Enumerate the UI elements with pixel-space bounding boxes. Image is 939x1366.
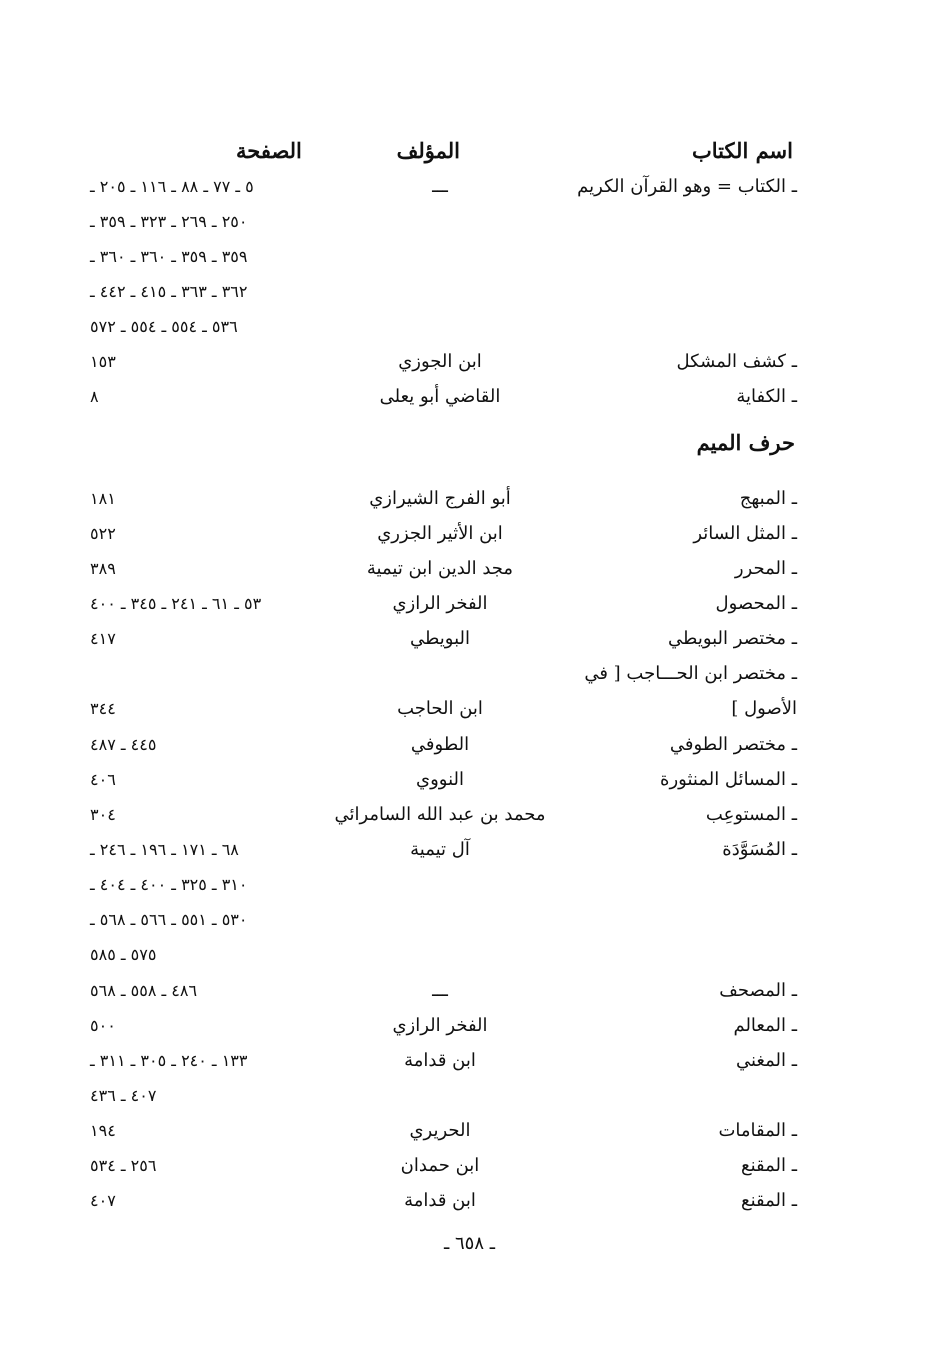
page-references: ٢٥٠ ـ ٢٦٩ ـ ٣٢٣ ـ ٣٥٩ ـ xyxy=(90,212,248,231)
page-references: ٤٠٦ xyxy=(90,770,116,789)
page-references: ٣٥٩ ـ ٣٥٩ ـ ٣٦٠ ـ ٣٦٠ ـ xyxy=(90,247,248,266)
page-references: ٣٦٢ ـ ٣٦٣ ـ ٤١٥ ـ ٤٤٢ ـ xyxy=(90,282,248,301)
index-row xyxy=(0,519,939,554)
author-name: ابن قدامة xyxy=(404,1050,476,1071)
page-references: ٥٢٢ xyxy=(90,524,116,543)
author-name: أبو الفرج الشيرازي xyxy=(369,488,511,509)
book-title: الأصول ] xyxy=(731,698,797,719)
page-number: ـ ٦٥٨ ـ xyxy=(443,1233,495,1254)
book-title: ـ المعالم xyxy=(733,1015,797,1036)
index-row xyxy=(0,554,939,589)
author-name: البويطي xyxy=(410,628,470,649)
index-row xyxy=(0,1186,939,1221)
index-row xyxy=(0,800,939,835)
section-heading: حرف الميم xyxy=(696,430,795,455)
header-pages: الصفحة xyxy=(236,138,302,163)
page-references: ٨ xyxy=(90,387,99,406)
page-references: ٣٨٩ xyxy=(90,559,116,578)
author-name: النووي xyxy=(416,769,464,790)
page-references: ٥٠٠ xyxy=(90,1016,116,1035)
index-row xyxy=(0,905,939,940)
page-references: ٣١٠ ـ ٣٢٥ ـ ٤٠٠ ـ ٤٠٤ ـ xyxy=(90,875,248,894)
author-name: ابن الأثير الجزري xyxy=(377,523,503,544)
index-row xyxy=(0,694,939,729)
book-title: ـ المبهج xyxy=(739,488,797,509)
index-row xyxy=(0,940,939,975)
page-references: ٥٣٦ ـ ٥٥٤ ـ ٥٥٤ ـ ٥٧٢ xyxy=(90,317,238,336)
index-row xyxy=(0,207,939,242)
page-references: ٥٧٥ ـ ٥٨٥ xyxy=(90,945,157,964)
page-references: ١٣٣ ـ ٢٤٠ ـ ٣٠٥ ـ ٣١١ ـ xyxy=(90,1051,248,1070)
author-name: الطوفي xyxy=(410,734,470,755)
book-title: ـ كشف المشكل xyxy=(676,351,797,372)
index-row xyxy=(0,765,939,800)
index-row xyxy=(0,242,939,277)
index-row xyxy=(0,172,939,207)
book-title: ـ المُسَوَّدَة xyxy=(722,839,797,860)
index-row xyxy=(0,1116,939,1151)
page-references: ٤٤٥ ـ ٤٨٧ xyxy=(90,735,157,754)
author-name: ابن الحاجب xyxy=(397,698,483,719)
page-references: ٤٠٧ ـ ٤٣٦ xyxy=(90,1086,157,1105)
index-row xyxy=(0,1046,939,1081)
book-title: ـ المقامات xyxy=(718,1120,797,1141)
page-references: ٣٠٤ xyxy=(90,805,116,824)
book-title: ـ المحرر xyxy=(734,558,797,579)
author-name: الفخر الرازي xyxy=(392,593,488,614)
author-name: ـــ xyxy=(432,176,448,197)
author-name: آل تيمية xyxy=(410,839,470,860)
index-row xyxy=(0,312,939,347)
index-row xyxy=(0,589,939,624)
page-references: ٥٣ ـ ٦١ ـ ٢٤١ ـ ٣٤٥ ـ ٤٠٠ xyxy=(90,594,262,613)
author-name: ابن قدامة xyxy=(404,1190,476,1211)
page-references: ٦٨ ـ ١٧١ ـ ١٩٦ ـ ٢٤٦ ـ xyxy=(90,840,239,859)
book-title: ـ المثل السائر xyxy=(693,523,797,544)
page-references: ٣٤٤ xyxy=(90,699,116,718)
author-name: ابن الجوزي xyxy=(398,351,482,372)
book-title: ـ مختصر البويطي xyxy=(668,628,797,649)
header-book-name: اسم الكتاب xyxy=(691,138,793,163)
index-row xyxy=(0,730,939,765)
index-row xyxy=(0,1011,939,1046)
index-row xyxy=(0,1081,939,1116)
page-references: ١٥٣ xyxy=(90,352,116,371)
index-row xyxy=(0,870,939,905)
page-references: ٥٣٠ ـ ٥٥١ ـ ٥٦٦ ـ ٥٦٨ ـ xyxy=(90,910,248,929)
author-name: ابن حمدان xyxy=(400,1155,480,1176)
author-name: الحريري xyxy=(409,1120,471,1141)
author-name: ـــ xyxy=(432,980,448,1001)
index-row xyxy=(0,484,939,519)
author-name: القاضي أبو يعلى xyxy=(379,386,501,407)
author-name: مجد الدين ابن تيمية xyxy=(366,558,514,579)
book-title: ـ مختصر ابن الحـــاجب [ في xyxy=(584,663,797,684)
book-title: ـ المستوعِب xyxy=(705,804,797,825)
book-title: ـ الكفاية xyxy=(736,386,797,407)
index-row xyxy=(0,624,939,659)
index-row xyxy=(0,277,939,312)
index-row xyxy=(0,976,939,1011)
page-references: ٤٨٦ ـ ٥٥٨ ـ ٥٦٨ xyxy=(90,981,198,1000)
index-row xyxy=(0,835,939,870)
author-name: محمد بن عبد الله السامرائي xyxy=(334,804,546,825)
header-author: المؤلف xyxy=(396,138,460,163)
book-title: ـ المحصول xyxy=(715,593,797,614)
page-references: ٢٥٦ ـ ٥٣٤ xyxy=(90,1156,157,1175)
index-row xyxy=(0,659,939,694)
page-references: ١٨١ xyxy=(90,489,116,508)
page-references: ١٩٤ xyxy=(90,1121,116,1140)
book-title: ـ مختصر الطوفي xyxy=(669,734,797,755)
book-title: ـ المقنع xyxy=(740,1155,797,1176)
book-title: ـ المسائل المنثورة xyxy=(660,769,797,790)
index-row xyxy=(0,382,939,417)
book-title: ـ المغني xyxy=(735,1050,797,1071)
index-row xyxy=(0,1151,939,1186)
index-row xyxy=(0,347,939,382)
author-name: الفخر الرازي xyxy=(392,1015,488,1036)
book-title: ـ المقنع xyxy=(740,1190,797,1211)
page-references: ٥ ـ ٧٧ ـ ٨٨ ـ ١١٦ ـ ٢٠٥ ـ xyxy=(90,177,254,196)
page-references: ٤٠٧ xyxy=(90,1191,116,1210)
page-references: ٤١٧ xyxy=(90,629,116,648)
book-title: ـ الكتاب = وهو القرآن الكريم xyxy=(577,176,797,197)
book-title: ـ المصحف xyxy=(719,980,797,1001)
